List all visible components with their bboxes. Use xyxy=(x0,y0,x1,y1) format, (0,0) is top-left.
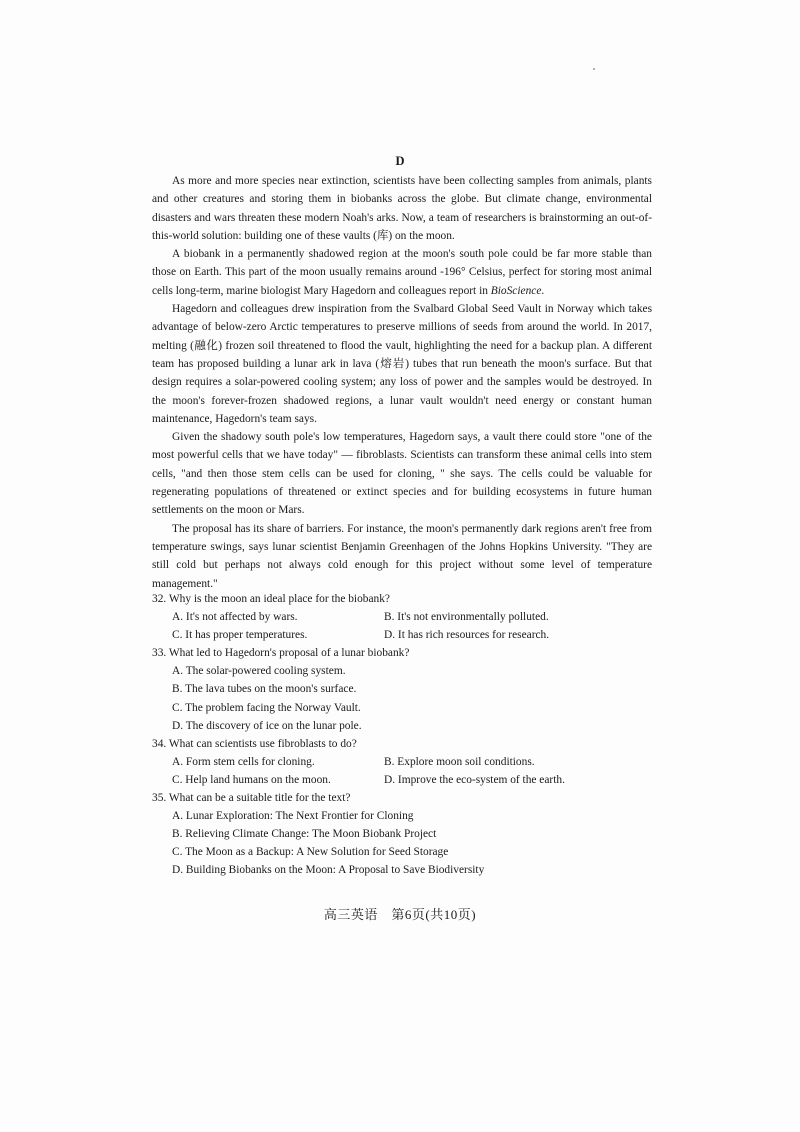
option-b: B. Relieving Climate Change: The Moon Biobank Project xyxy=(172,828,437,841)
question-list xyxy=(152,590,652,880)
option-b: B. Explore moon soil conditions. xyxy=(384,755,535,768)
question-34 xyxy=(152,735,652,789)
section-label: D xyxy=(395,154,405,168)
passage-paragraph-3: Hagedorn and colleagues drew inspiration from the Svalbard Global Seed Vault in Norway which takes advantage of below-zero Arctic temperatures to preserve millions of seeds from around the world. In 2017, melting (融化) frozen soil threatened to flood the vault, highlighting the need for a backup plan. A different team has proposed building a lunar ark in lava (熔岩) tubes that run beneath the moon's surface. But that design requires a solar-powered cooling system; any loss of power and the samples would be destroyed. In the moon's forever-frozen shadowed regions, a lunar vault wouldn't need energy or constant human maintenance, Hagedorn's team says. xyxy=(152,303,652,425)
page-footer: 高三英语 第6页(共10页) xyxy=(323,907,477,922)
passage-paragraph-2 xyxy=(152,245,652,300)
paragraph-2-text: A biobank in a permanently shadowed region at the moon's south pole could be far more stable than those on Earth. This part of the moon usually remains around -196° Celsius, perfect for storing most animal cells long-term, marine biologist Mary Hagedorn and colleagues report in xyxy=(152,248,652,297)
option-b: B. It's not environmentally polluted. xyxy=(384,611,549,624)
question-stem: 35. What can be a suitable title for the text? xyxy=(152,792,351,805)
option-a: A. Form stem cells for cloning. xyxy=(172,755,315,768)
passage-paragraph-5: The proposal has its share of barriers. For instance, the moon's permanently dark regions aren't free from temperature swings, says lunar scientist Benjamin Greenhagen of the Johns Hopkins University. "They are still cold but perhaps not always cold enough for this project without some level of temperature management." xyxy=(152,522,652,590)
option-c: C. Help land humans on the moon. xyxy=(172,773,331,786)
question-32 xyxy=(152,590,652,644)
option-b: B. The lava tubes on the moon's surface. xyxy=(172,683,357,696)
scan-speck xyxy=(593,68,595,70)
option-d: D. It has rich resources for research. xyxy=(384,629,550,642)
passage-paragraph-1: As more and more species near extinction, scientists have been collecting samples from animals, plants and other creatures and storing them in biobanks across the globe. But climate change, environmental disasters and wars threaten these modern Noah's arks. Now, a team of researchers is brainstorming an out-of-this-world solution: building one of these vaults (库) on the moon. xyxy=(152,175,652,242)
reading-passage xyxy=(152,172,652,593)
option-c: C. The problem facing the Norway Vault. xyxy=(172,701,361,714)
question-stem: 34. What can scientists use fibroblasts to do? xyxy=(152,737,357,750)
option-d: D. Building Biobanks on the Moon: A Proposal to Save Biodiversity xyxy=(172,864,485,877)
question-stem: 33. What led to Hagedorn's proposal of a lunar biobank? xyxy=(152,647,410,660)
option-row xyxy=(152,608,652,626)
question-33 xyxy=(152,644,652,734)
option-d: D. Improve the eco-system of the earth. xyxy=(384,773,565,786)
option-d: D. The discovery of ice on the lunar pole. xyxy=(172,719,362,732)
option-row xyxy=(152,626,652,644)
option-a: A. It's not affected by wars. xyxy=(172,611,298,624)
option-a: A. Lunar Exploration: The Next Frontier for Cloning xyxy=(172,810,414,823)
passage-paragraph-4: Given the shadowy south pole's low temperatures, Hagedorn says, a vault there could store "one of the most powerful cells that we have today" — fibroblasts. Scientists can transform these animal cells into stem cells, "and then those stem cells can be used for cloning, " she says. The cells could be valuable for regenerating populations of threatened or extinct species and for building ecosystems in future human settlements on the moon or Mars. xyxy=(152,431,652,517)
paragraph-2-end: . xyxy=(541,284,545,297)
journal-name: BioScience xyxy=(490,284,542,297)
option-row xyxy=(152,753,652,771)
option-c: C. The Moon as a Backup: A New Solution for Seed Storage xyxy=(172,846,449,859)
option-a: A. The solar-powered cooling system. xyxy=(172,665,346,678)
option-c: C. It has proper temperatures. xyxy=(172,629,308,642)
question-stem: 32. Why is the moon an ideal place for the biobank? xyxy=(152,593,390,605)
option-row xyxy=(152,771,652,789)
question-35 xyxy=(152,789,652,879)
